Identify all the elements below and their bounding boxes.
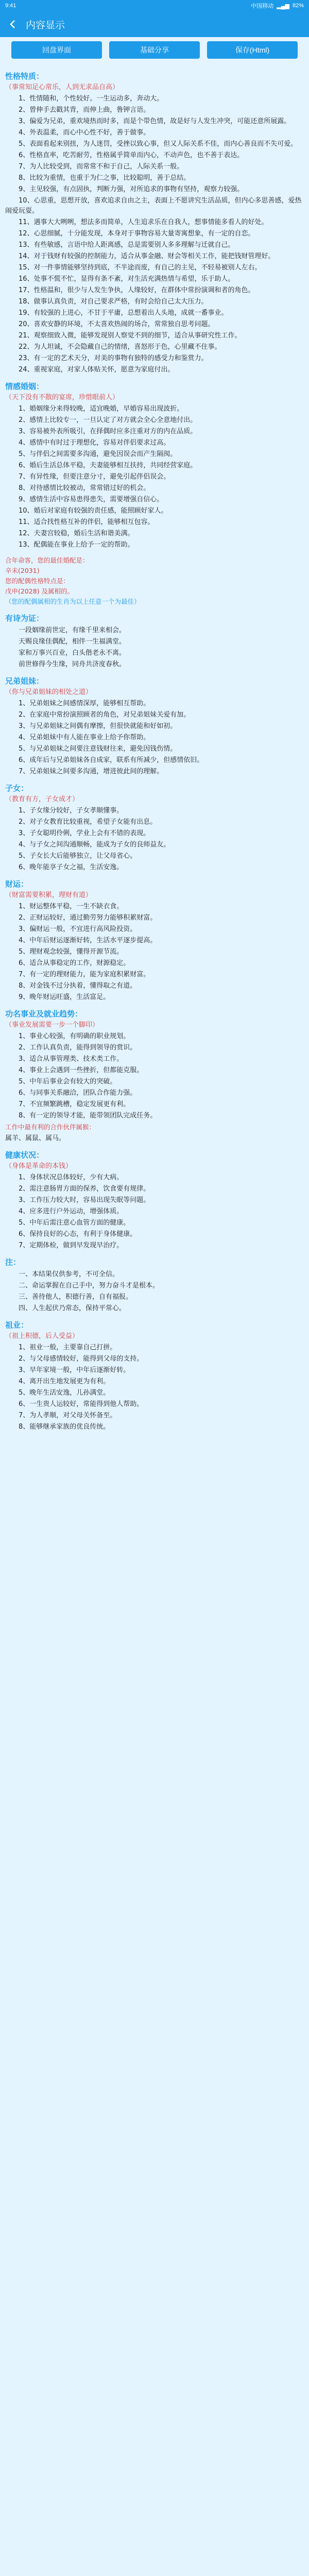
section-title: 性格特质： (5, 72, 44, 81)
paragraph: 3、与兄弟姐妹之间偶有摩擦，但很快就能和好如初。 (19, 722, 177, 730)
section-title: 祖业： (5, 1320, 29, 1330)
paragraph: 6、一生贵人运较好，常能得到他人帮助。 (19, 1400, 144, 1408)
paragraph: 6、与同事关系融洽，团队合作能力强。 (19, 1089, 137, 1097)
paragraph: 1、婚姻缘分来得较晚，适宜晚婚，早婚容易出现波折。 (19, 405, 184, 413)
paragraph: 3、工作压力较大时，容易出现失眠等问题。 (19, 1196, 150, 1204)
paragraph: 7、定期体检，做到早发现早治疗。 (19, 1242, 124, 1249)
paragraph: 9、感情生活中容易患得患失，需要增强自信心。 (19, 496, 164, 503)
paragraph: 3、适合从事管理类、技术类工作。 (19, 1055, 124, 1063)
spouse-line: 戊申(2028) 及属相的。 (5, 587, 74, 595)
paragraph: 2、感情上比较专一，一旦认定了对方就会全心全意地付出。 (19, 416, 197, 424)
page-title: 内容显示 (26, 20, 65, 31)
paragraph: 4、与子女之间沟通顺畅，能成为子女的良师益友。 (19, 841, 170, 849)
spouse-line: 辛未(2031) (5, 567, 40, 574)
paragraph: 4、事业上会遇到一些挫折，但都能克服。 (19, 1066, 144, 1074)
paragraph: 6、适合从事稳定的工作，财源稳定。 (19, 959, 130, 967)
paragraph: 18、做事认真负责，对自己要求严格，有时会给自己太大压力。 (19, 298, 208, 306)
paragraph: 6、婚后生活总体平稳，夫妻能够相互扶持，共同经营家庭。 (19, 462, 197, 469)
paragraph: 5、中年后需注意心血管方面的健康。 (19, 1219, 130, 1227)
paragraph: 7、有一定的理财能力，能为家庭积累财富。 (19, 971, 150, 978)
status-bar (0, 0, 309, 11)
section-title: 情感婚姻： (5, 382, 44, 391)
return-button[interactable]: 回盘界面 (11, 41, 102, 59)
paragraph: 3、偏爱为兄弟，重欢境热而时多，而是个带色情，故是好与人发生冲突，可能还意所展露。 (19, 117, 291, 125)
paragraph: 1、事业心较强，有明确的职业规划。 (19, 1032, 130, 1040)
back-arrow-icon[interactable] (6, 18, 20, 31)
paragraph: 5、中年后事业会有较大的突破。 (19, 1078, 117, 1086)
paragraph: 9、主见较强，有点固执，判断力强，对所追求的事物有坚持，观察力较强。 (19, 185, 244, 193)
paragraph: 3、早年家境一般，中年后逐渐好转。 (19, 1366, 130, 1374)
paragraph: 10、婚后对家庭有较强的责任感，能照顾好家人。 (19, 507, 168, 515)
paragraph: 8、能够继承家族的优良传统。 (19, 1423, 110, 1431)
battery-label: 82% (292, 3, 304, 9)
paragraph: 7、不宜频繁跳槽，稳定发展更有利。 (19, 1100, 130, 1108)
app-bar (0, 11, 309, 37)
offspring-section (5, 782, 304, 873)
status-time: 9:41 (5, 3, 16, 9)
ancestors-section (5, 1319, 304, 1432)
paragraph: 3、偏财运一般，不宜进行高风险投资。 (19, 925, 137, 933)
spouse-section (5, 555, 304, 607)
spouse-line: 您的配偶性格特点是： (5, 577, 70, 585)
section-title: 兄弟姐妹： (5, 676, 44, 686)
section-title: 合年命客，您的最佳婚配是： (5, 556, 89, 564)
paragraph: 10、心思重，思想开放，喜欢追求自由之主，表面上不愿讲究生活品质，但内心多思善感，爱热闹爱玩耍。 (5, 197, 302, 215)
paragraph: 16、处事不慌不忙，显得有条不紊，对生活充满热情与希望，乐于助人。 (19, 275, 235, 283)
paragraph: 7、为人比较受到，而常常不和于自己，人际关系一般。 (19, 163, 184, 171)
paragraph: 9、晚年财运旺盛，生活富足。 (19, 993, 110, 1001)
paragraph: 22、为人坦诚，不会隐藏自己的情绪，喜怒形于色，心里藏不住事。 (19, 343, 221, 351)
section-subtitle: （身体是革命的本钱） (5, 1162, 73, 1170)
section-subtitle: （天下没有不散的宴席，珍惜眼前人） (5, 394, 119, 401)
paragraph: 4、外表温柔，而心中心性不好，善于做事。 (19, 129, 150, 137)
paragraph: 天赐良缘佳偶配，相伴一生福满堂。 (19, 638, 126, 646)
section-title: 健康状况： (5, 1150, 44, 1160)
paragraph: 1、性情随和，个性较好。一生运动多，奔动大。 (19, 95, 164, 103)
paragraph: 3、子女聪明伶俐，学业上会有不错的表现。 (19, 829, 150, 837)
paragraph: 5、晚年生活安逸，儿孙满堂。 (19, 1389, 110, 1397)
paragraph: 12、夫妻宫较稳，婚后生活和谐美满。 (19, 530, 134, 537)
paragraph: 6、成年后与兄弟姐妹各自成家，联系有所减少，但感情依旧。 (19, 756, 204, 764)
result-content (0, 63, 309, 1444)
status-indicators (251, 2, 304, 10)
paragraph: 4、中年后财运逐渐好转，生活水平逐步提高。 (19, 937, 157, 944)
paragraph: 15、对一件事情能够坚持到底，不半途而废，有自己的主见，不轻易被别人左右。 (19, 264, 262, 272)
paragraph: 13、有些敏感，言语中给人距离感，总是需要别人多多理解与迁就自己。 (19, 241, 235, 249)
paragraph: 6、晚年能享子女之福，生活安逸。 (19, 863, 124, 871)
paragraph: 8、对待感情比较被动，常常错过好的机会。 (19, 484, 150, 492)
love-section (5, 380, 304, 550)
section-subtitle: （事业发展需要一步一个脚印） (5, 1021, 99, 1029)
personality-section (5, 70, 304, 375)
paragraph: 2、在家庭中常扮演照顾者的角色，对兄弟姐妹关爱有加。 (19, 711, 191, 719)
paragraph: 6、保持良好的心态，有利于身体健康。 (19, 1230, 137, 1238)
paragraph: 3、容易被外表所吸引，在择偶时应多注重对方的内在品质。 (19, 428, 197, 435)
paragraph: 11、遇事大大咧咧，想法多而简单，人生追求乐在自我人，想事情能多看人的好处。 (19, 218, 268, 226)
partner-title: 工作中最有利的合作伙伴属猴： (5, 1123, 96, 1131)
paragraph: 24、重视家庭，对家人体贴关怀，愿意为家庭付出。 (19, 366, 175, 374)
paragraph: 5、表面看起来别扭，为人迷罚，受挫以致心事，但又人际关系不佳，而内心善良而不失可爱。 (19, 140, 298, 148)
paragraph: 三、善待他人，积德行善，自有福报。 (19, 1293, 133, 1301)
paragraph: 2、对子女教育比较重视，希望子女能有出息。 (19, 818, 157, 826)
paragraph: 8、比较为重情，也重于为仁之事，比较聪明，善于总结。 (19, 174, 191, 182)
paragraph: 1、祖业一般，主要靠自己打拼。 (19, 1344, 117, 1351)
paragraph: 5、与兄弟姐妹之间要注意钱财往来，避免因钱伤情。 (19, 745, 177, 753)
paragraph: 20、喜欢安静的环境，不太喜欢热闹的场合，常常独自思考问题。 (19, 320, 215, 328)
paragraph: 4、感情中有时过于理想化，容易对伴侣要求过高。 (19, 439, 170, 447)
paragraph: 一、本结果仅供参考，不可全信。 (19, 1270, 119, 1278)
paragraph: 4、应多进行户外运动，增强体质。 (19, 1208, 124, 1215)
paragraph: 4、离开出生地发展更为有利。 (19, 1378, 110, 1385)
paragraph: 7、有异性缘，但要注意分寸，避免引起伴侣误会。 (19, 473, 170, 481)
paragraph: 5、子女长大后能够独立，让父母省心。 (19, 852, 137, 860)
paragraph: 二、命运掌握在自己手中，努力奋斗才是根本。 (19, 1282, 160, 1290)
section-title: 功名事业及就业趋势： (5, 1009, 83, 1019)
paragraph: 11、适合找性格互补的伴侣，能够相互包容。 (19, 518, 154, 526)
paragraph: 5、理财观念较强，懂得开源节流。 (19, 948, 124, 956)
paragraph: 8、对金钱不过分执着，懂得取之有道。 (19, 982, 137, 990)
paragraph: 1、兄弟姐妹之间感情深厚，能够相互帮助。 (19, 700, 150, 707)
health-section (5, 1149, 304, 1251)
paragraph: 四、人生起伏乃常态，保持平常心。 (19, 1304, 126, 1312)
notes-section (5, 1256, 304, 1314)
paragraph: 1、财运整体平稳，一生不缺衣食。 (19, 903, 124, 910)
section-title: 有诗为证： (5, 614, 44, 623)
siblings-section (5, 675, 304, 777)
paragraph: 7、兄弟姐妹之间要多沟通，增进彼此间的理解。 (19, 768, 164, 775)
paragraph: 2、与父母感情较好，能得到父母的支持。 (19, 1355, 144, 1363)
paragraph: 6、性格直率，吃苦耐劳，性格属乎简单而内心，不动声色，也不善于表达。 (19, 151, 244, 159)
paragraph: 2、曾伸手去戳其背，而伸上曲，鲁钾言语。 (19, 106, 150, 114)
section-subtitle: （事常知足心常乐，人到无求品自高） (5, 83, 119, 91)
paragraph: 21、观察细致入微，能够发现别人察觉不到的细节，适合从事研究性工作。 (19, 332, 242, 340)
paragraph: 2、工作认真负责，能得到领导的赏识。 (19, 1044, 137, 1052)
paragraph: 23、有一定的艺术天分，对美的事物有独特的感受力和鉴赏力。 (19, 354, 208, 362)
section-title: 子女： (5, 784, 29, 793)
paragraph: 2、需注意肠胃方面的保养，饮食要有规律。 (19, 1185, 150, 1193)
wealth-section (5, 878, 304, 1003)
partner-line: 属羊、属鼠、属马。 (5, 1134, 66, 1142)
section-subtitle: （财富需要积累，理财有道） (5, 891, 93, 899)
signal-icon: ▂▄▆ (277, 3, 289, 9)
paragraph: 一段姻缘前世定，有缘千里来相会。 (19, 626, 126, 634)
carrier-label: 中国移动 (251, 3, 274, 9)
paragraph: 1、身体状况总体较好，少有大病。 (19, 1174, 124, 1181)
paragraph: 2、正财运较好，通过勤劳努力能够积累财富。 (19, 914, 157, 922)
section-subtitle: （你与兄弟姐妹的相处之道） (5, 688, 93, 696)
section-title: 注： (5, 1258, 21, 1267)
paragraph: 8、有一定的领导才能，能带领团队完成任务。 (19, 1112, 157, 1120)
spouse-note: （您的配偶属相的生肖为以上任意一个为最佳） (5, 598, 141, 605)
paragraph: 13、配偶能在事业上给予一定的帮助。 (19, 541, 134, 549)
section-subtitle: （教育有方，子女成才） (5, 795, 79, 803)
paragraph: 1、子女缘分较好，子女孝顺懂事。 (19, 807, 124, 815)
poem-section (5, 612, 304, 670)
section-subtitle: （祖上积德，后人受益） (5, 1332, 79, 1340)
paragraph: 前世修得今生缘，同舟共济度春秋。 (19, 660, 126, 668)
paragraph: 家和万事兴百业，白头偕老永不离。 (19, 649, 126, 657)
career-section (5, 1008, 304, 1144)
section-title: 财运： (5, 879, 29, 889)
action-tab-bar (0, 37, 309, 63)
paragraph: 17、性格温和，很少与人发生争执，人缘较好，在群体中常扮演调和者的角色。 (19, 286, 255, 294)
save-html-button[interactable]: 保存(Html) (207, 41, 298, 59)
paragraph: 14、对于钱财有较强的控制能力，适合从事金融、财会等相关工作，能把钱财管理好。 (19, 252, 275, 260)
share-button[interactable]: 基础分享 (109, 41, 200, 59)
paragraph: 7、为人孝顺，对父母关怀备至。 (19, 1412, 117, 1419)
paragraph: 19、有较强的上进心，不甘于平庸，总想着出人头地，成就一番事业。 (19, 309, 228, 317)
paragraph: 12、心思细腻，十分能发现，本身对于事物容易大量寄寓想象，有一定的自恋。 (19, 230, 255, 238)
paragraph: 5、与伴侣之间需要多沟通，避免因误会而产生隔阂。 (19, 450, 177, 458)
paragraph: 4、兄弟姐妹中有人能在事业上给予你帮助。 (19, 734, 150, 741)
